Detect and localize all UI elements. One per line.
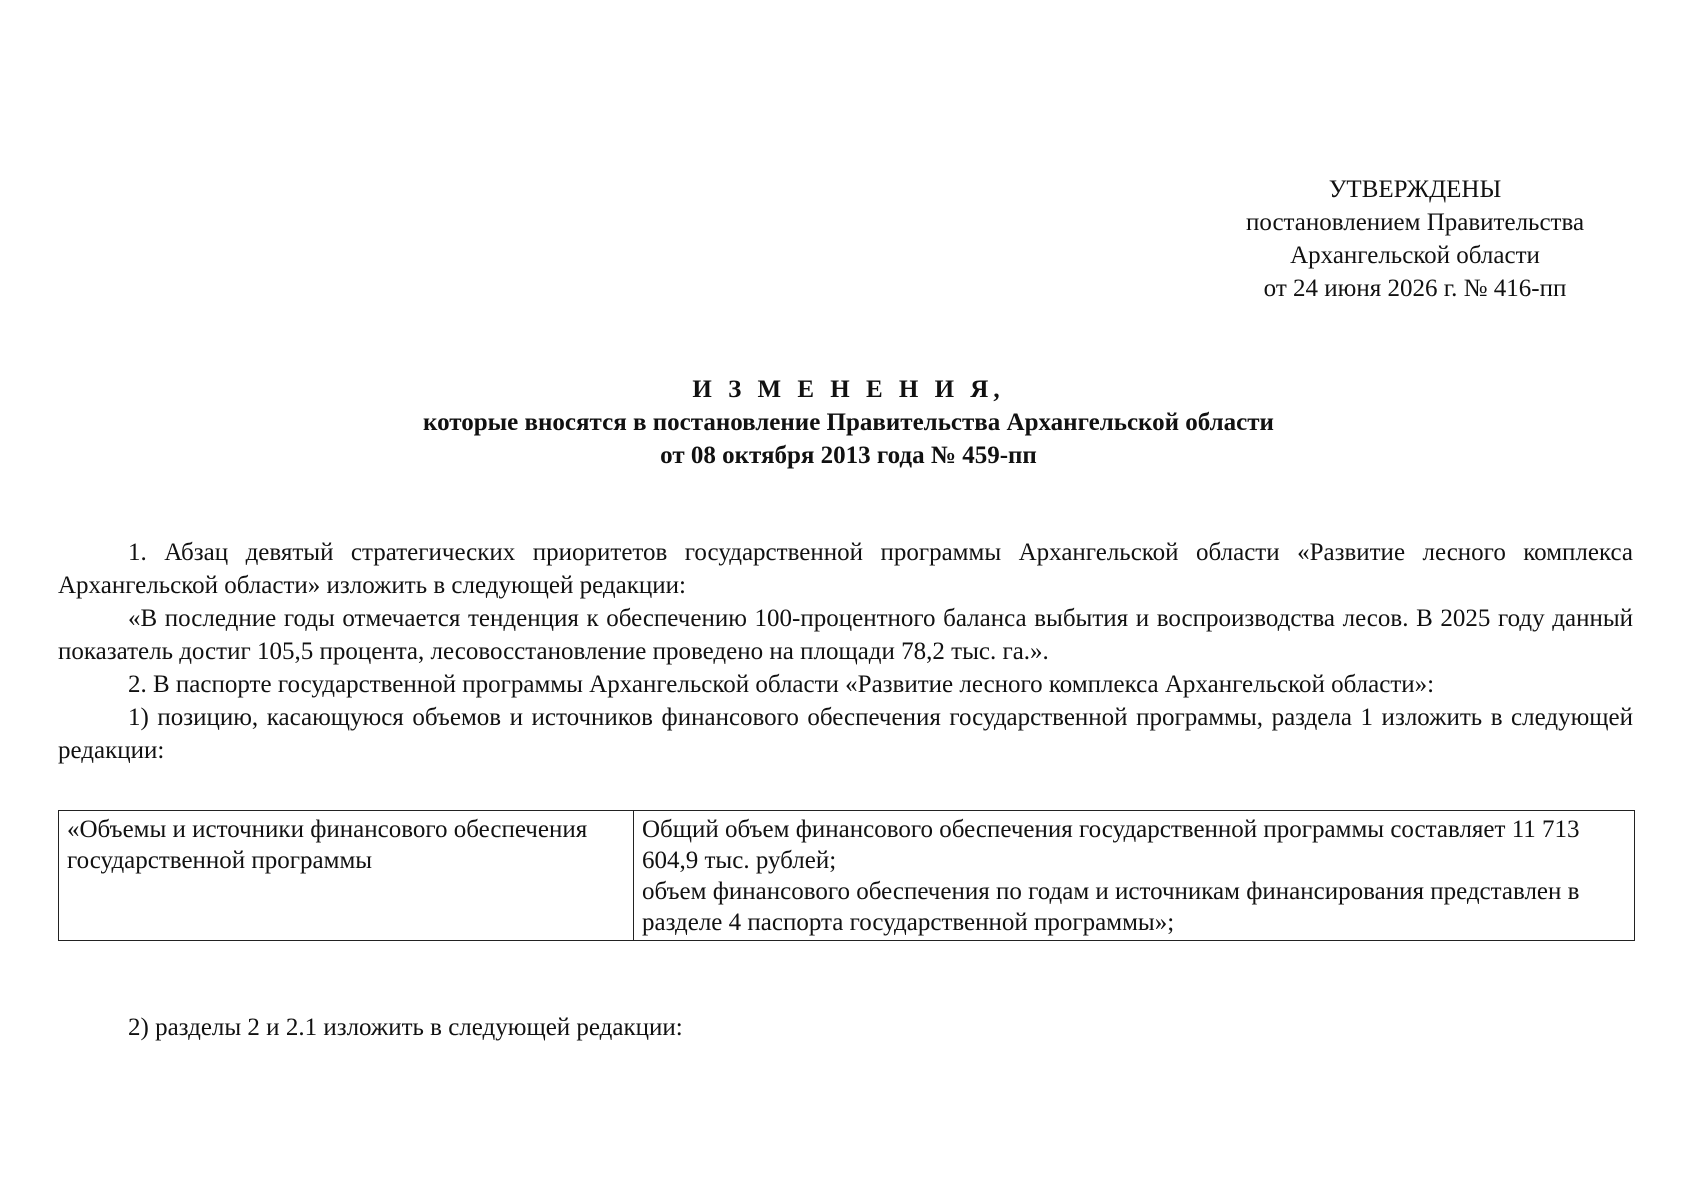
financing-table bbox=[58, 810, 1635, 941]
approval-date-number: от 24 июня 2026 г. № 416-пп bbox=[1263, 275, 1567, 302]
table-value-total: Общий объем финансового обеспечения государственной программы составляет 11 713 604,9 тыс. рублей; bbox=[642, 816, 1580, 874]
document-reference: от 08 октября 2013 года № 459-пп bbox=[660, 442, 1037, 469]
table-cell-value bbox=[634, 811, 1635, 941]
document-heading bbox=[0, 373, 1697, 472]
paragraph-2-2: 2) разделы 2 и 2.1 изложить в следующей редакции: bbox=[128, 1014, 683, 1041]
document-title: И З М Е Н Е Н И Я, bbox=[692, 376, 1005, 403]
approval-region: Архангельской области bbox=[1290, 242, 1540, 269]
approval-block bbox=[1190, 173, 1640, 305]
approval-issuer: постановлением Правительства bbox=[1245, 209, 1585, 236]
document-subtitle: которые вносятся в постановление Правительства Архангельской области bbox=[423, 409, 1274, 436]
paragraph-2-1: 1) позицию, касающуюся объемов и источников финансового обеспечения государственной программы, раздела 1 изложить в следующей редакции: bbox=[58, 704, 1633, 764]
paragraph-quote: «В последние годы отмечается тенденция к обеспечению 100-процентного баланса выбытия и воспроизводства лесов. В 2025 году данный показатель достиг 105,5 процента, лесовосстановление проведено на площади 78,2 тыс. га.». bbox=[58, 605, 1633, 665]
table-row bbox=[59, 811, 1635, 941]
table-value-detail: объем финансового обеспечения по годам и источникам финансирования представлен в разделе 4 паспорта государственной программы»; bbox=[642, 878, 1580, 936]
table-cell-label: «Объемы и источники финансового обеспечения государственной программы bbox=[59, 811, 634, 941]
approval-title: УТВЕРЖДЕНЫ bbox=[1328, 176, 1502, 203]
document-body bbox=[58, 536, 1633, 767]
paragraph-1: 1. Абзац девятый стратегических приоритетов государственной программы Архангельской области «Развитие лесного комплекса Архангельской области» изложить в следующей редакции: bbox=[58, 539, 1633, 599]
paragraph-2: 2. В паспорте государственной программы Архангельской области «Развитие лесного комплекса Архангельской области»: bbox=[128, 671, 1435, 698]
